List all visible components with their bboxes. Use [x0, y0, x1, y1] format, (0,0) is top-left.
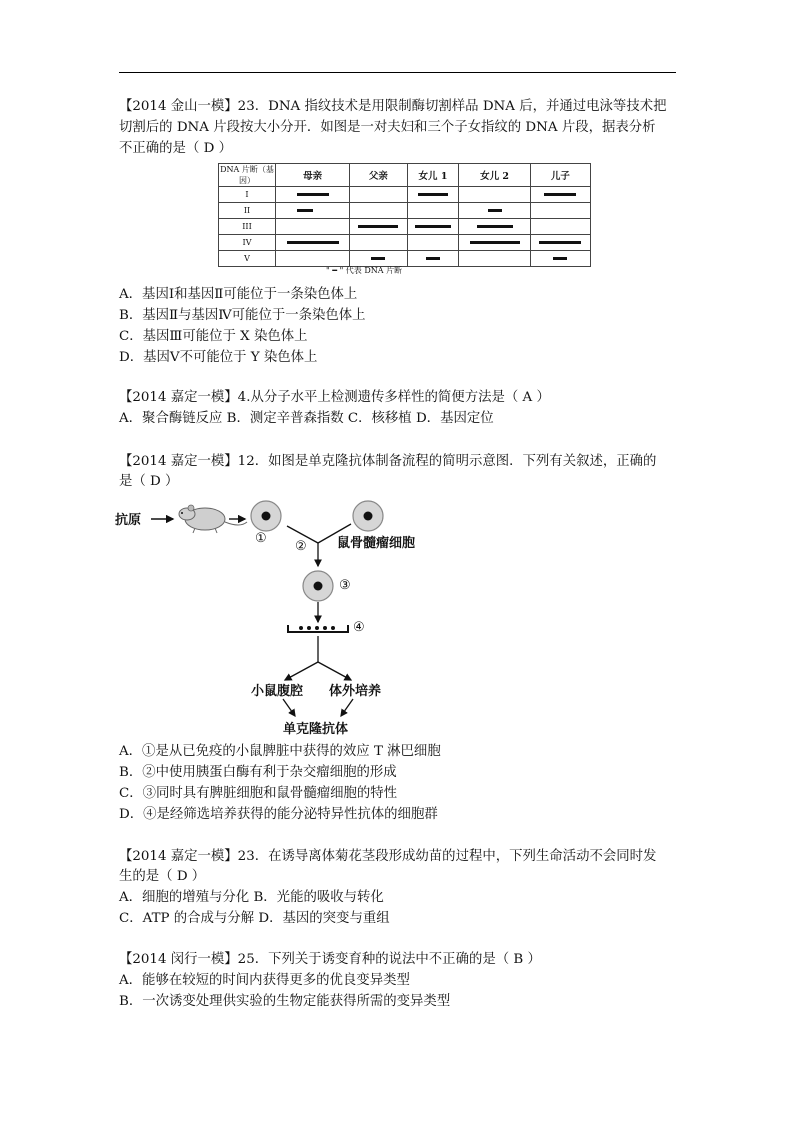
cell-nucleus [364, 512, 373, 521]
dna-band [297, 193, 329, 196]
q3-line-2: 是（ D ） [119, 474, 179, 489]
row-label-iv: IV [219, 235, 276, 251]
q4-line-2: 生的是（ D ） [119, 869, 206, 884]
q3-option-b: B．②中使用胰蛋白酶有利于杂交瘤细胞的形成 [119, 765, 397, 780]
q3-option-a: A．①是从已免疫的小鼠脾脏中获得的效应 T 淋巴细胞 [119, 744, 441, 759]
row-label-i: I [219, 187, 276, 203]
header-rule [119, 72, 676, 73]
arrow [341, 699, 353, 716]
cell-colony [299, 626, 335, 630]
dna-fingerprint-table [218, 163, 591, 267]
col-mother: 母亲 [276, 164, 350, 187]
row-label-ii: II [219, 203, 276, 219]
in-vitro-culture-label: 体外培养 [329, 684, 382, 699]
step-4-label: ④ [353, 620, 365, 635]
q3-option-c: C．③同时具有脾脏细胞和鼠骨髓瘤细胞的特性 [119, 786, 398, 801]
step-2-label: ② [295, 539, 307, 554]
arrow [285, 662, 318, 680]
q4-option-ab: A．细胞的增殖与分化 B．光能的吸收与转化 [119, 890, 384, 905]
q5-option-a: A．能够在较短的时间内获得更多的优良变异类型 [119, 973, 410, 988]
arrow [318, 662, 351, 680]
dna-band [426, 257, 440, 260]
col-daughter-1: 女儿 1 [407, 164, 459, 187]
dna-band [418, 193, 448, 196]
dna-band [553, 257, 567, 260]
q5-option-b: B．一次诱变处理供实验的生物定能获得所需的变异类型 [119, 994, 451, 1009]
step-1-label: ① [255, 531, 267, 546]
q1-line-2: 切割后的 DNA 片段按大小分开．如图是一对夫妇和三个子女指纹的 DNA 片段，据表分析 [119, 120, 656, 135]
step-3-label: ③ [339, 578, 351, 593]
dna-band [415, 225, 451, 228]
dna-band [287, 241, 339, 244]
q1-option-a: A．基因Ⅰ和基因Ⅱ可能位于一条染色体上 [119, 287, 358, 302]
row-label-v: V [219, 251, 276, 267]
dna-band [358, 225, 398, 228]
cell-nucleus [262, 512, 271, 521]
dna-band [371, 257, 385, 260]
q1-line-3: 不正确的是（ D ） [119, 141, 232, 156]
table-legend-note: " ━ " 代表 DNA 片断 [326, 266, 403, 275]
dna-band [544, 193, 576, 196]
cell-nucleus [314, 582, 323, 591]
dna-band [470, 241, 520, 244]
col-son: 儿子 [530, 164, 590, 187]
q1-option-d: D．基因Ⅴ不可能位于 Y 染色体上 [119, 350, 318, 365]
table-corner: DNA 片断（基因） [220, 165, 274, 185]
q1-option-b: B．基因Ⅱ与基因Ⅳ可能位于一条染色体上 [119, 308, 366, 323]
q3-line-1: 【2014 嘉定一模】12．如图是单克隆抗体制备流程的简明示意图．下列有关叙述，正确的 [119, 454, 657, 469]
q2-line: 【2014 嘉定一模】4.从分子水平上检测遗传多样性的简便方法是（ A ） [119, 390, 550, 405]
q4-option-cd: C．ATP 的合成与分解 D．基因的突变与重组 [119, 911, 390, 926]
q5-line-1: 【2014 闵行一模】25．下列关于诱变育种的说法中不正确的是（ B ） [119, 952, 541, 967]
arrow [283, 699, 295, 716]
dna-band [297, 209, 313, 212]
q1-option-c: C．基因Ⅲ可能位于 X 染色体上 [119, 329, 308, 344]
row-label-iii: III [219, 219, 276, 235]
dna-band [488, 209, 502, 212]
dna-band [539, 241, 581, 244]
q2-options: A．聚合酶链反应 B．测定辛普森指数 C．核移植 D．基因定位 [119, 411, 494, 426]
q4-line-1: 【2014 嘉定一模】23．在诱导离体菊花茎段形成幼苗的过程中，下列生命活动不会同时发 [119, 849, 657, 864]
antigen-label: 抗原 [115, 513, 142, 528]
monoclonal-antibody-diagram [115, 494, 435, 744]
col-father: 父亲 [350, 164, 407, 187]
dna-band [477, 225, 513, 228]
col-daughter-2: 女儿 2 [459, 164, 530, 187]
monoclonal-antibody-label: 单克隆抗体 [283, 722, 349, 737]
q1-line-1: 【2014 金山一模】23．DNA 指纹技术是用限制酶切割样品 DNA 后，并通过电泳等技术把 [119, 99, 667, 114]
mouse-cavity-label: 小鼠腹腔 [251, 684, 304, 699]
myeloma-label: 鼠骨髓瘤细胞 [337, 536, 416, 551]
q3-option-d: D．④是经筛选培养获得的能分泌特异性抗体的细胞群 [119, 807, 438, 822]
